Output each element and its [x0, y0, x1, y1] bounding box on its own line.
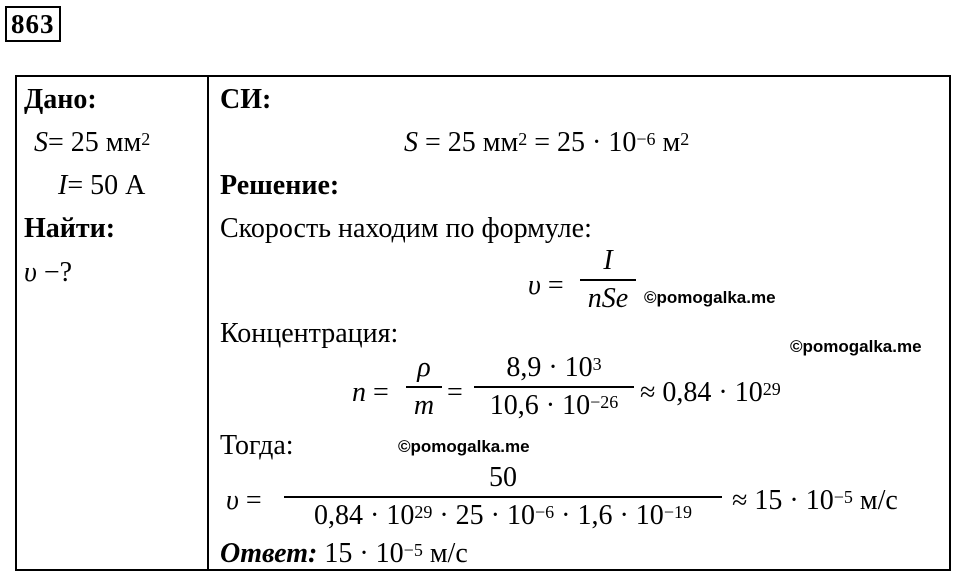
f1-numerator: I — [603, 245, 613, 276]
f3-den-c: · 1,6 · 10 — [554, 500, 664, 531]
f3-den-b: · 25 · 10 — [432, 500, 535, 531]
f2-result-exp: 29 — [762, 379, 781, 399]
f3-denominator — [284, 500, 722, 532]
formula-n-fraction-1 — [406, 352, 442, 422]
f1-eq: = — [540, 270, 564, 301]
watermark: ©pomogalka.me — [398, 437, 530, 456]
column-divider — [207, 75, 209, 571]
f3-result-text: ≈ 15 · 10 — [732, 485, 834, 516]
f2-result-text: ≈ 0,84 · 10 — [640, 377, 763, 408]
f2-denominator-1: m — [413, 390, 435, 421]
si-unit: м — [655, 127, 681, 158]
given-area — [34, 127, 150, 159]
si-exp-2: −6 — [636, 129, 656, 149]
task-number: 863 — [5, 6, 61, 42]
f1-fraction-bar — [580, 279, 636, 281]
f3-den-a-exp: 29 — [414, 502, 433, 522]
f3-result-exp: −5 — [833, 487, 853, 507]
si-heading: СИ: — [220, 84, 272, 115]
watermark: ©pomogalka.me — [644, 288, 776, 307]
area-symbol: S — [34, 127, 48, 158]
f1-denominator: nSe — [587, 283, 629, 314]
formula-velocity-fraction — [580, 245, 636, 315]
f2-numerator-2 — [474, 352, 634, 384]
f3-den-a: 0,84 · 10 — [314, 500, 415, 531]
si-area-symbol: S — [404, 127, 418, 158]
find-unknown — [24, 257, 72, 289]
f2-denominator-2 — [474, 390, 634, 422]
f3-var: υ — [226, 485, 239, 516]
f2-middle-eq: = — [447, 377, 463, 408]
f2-den2-text: 10,6 · 10 — [489, 390, 591, 421]
area-exponent: 2 — [141, 129, 151, 149]
formula-n-fraction-2 — [474, 352, 634, 422]
answer-value: 15 · 10 — [317, 538, 404, 569]
f2-numerator-1: ρ — [417, 352, 431, 383]
current-value: = 50 А — [67, 170, 146, 201]
f2-num2-text: 8,9 · 10 — [506, 352, 593, 383]
f3-fraction-bar — [284, 496, 722, 498]
si-area-mm: = 25 мм — [418, 127, 519, 158]
f1-var: υ — [528, 270, 541, 301]
f3-numerator: 50 — [489, 462, 517, 493]
f2-fraction-bar-2 — [474, 386, 634, 388]
answer-exp: −5 — [403, 540, 423, 560]
find-question: −? — [36, 257, 73, 288]
answer-line — [220, 538, 468, 570]
f2-var: n — [352, 377, 366, 408]
f3-den-c-exp: −19 — [663, 502, 692, 522]
concentration-label: Концентрация: — [220, 318, 399, 349]
f3-eq: = — [238, 485, 262, 516]
area-value: = 25 мм — [48, 127, 142, 158]
f2-fraction-bar-1 — [406, 386, 442, 388]
f2-result — [640, 377, 781, 409]
formula-velocity-lhs — [528, 270, 564, 302]
f2-eq: = — [366, 377, 389, 408]
watermark: ©pomogalka.me — [790, 337, 922, 356]
given-current — [58, 170, 145, 202]
f3-result — [732, 485, 898, 517]
f3-den-b-exp: −6 — [535, 502, 555, 522]
solution-intro: Скорость находим по формуле: — [220, 213, 592, 244]
then-label: Тогда: — [220, 430, 294, 461]
formula-final-lhs — [226, 485, 262, 517]
f2-num2-exp: 3 — [592, 354, 602, 374]
solution-heading: Решение: — [220, 170, 340, 201]
answer-label: Ответ: — [220, 538, 318, 569]
current-symbol: I — [58, 170, 68, 201]
f2-den2-exp: −26 — [590, 392, 619, 412]
velocity-symbol: υ — [24, 257, 37, 288]
formula-n-lhs — [352, 377, 389, 409]
formula-final-fraction — [284, 462, 722, 532]
si-area-m: = 25 · 10 — [527, 127, 637, 158]
answer-unit: м/с — [422, 538, 468, 569]
si-conversion — [404, 127, 689, 159]
given-heading: Дано: — [24, 84, 97, 115]
si-exp-1: 2 — [518, 129, 528, 149]
f3-result-unit: м/с — [852, 485, 898, 516]
si-exp-3: 2 — [680, 129, 690, 149]
find-heading: Найти: — [24, 213, 116, 244]
